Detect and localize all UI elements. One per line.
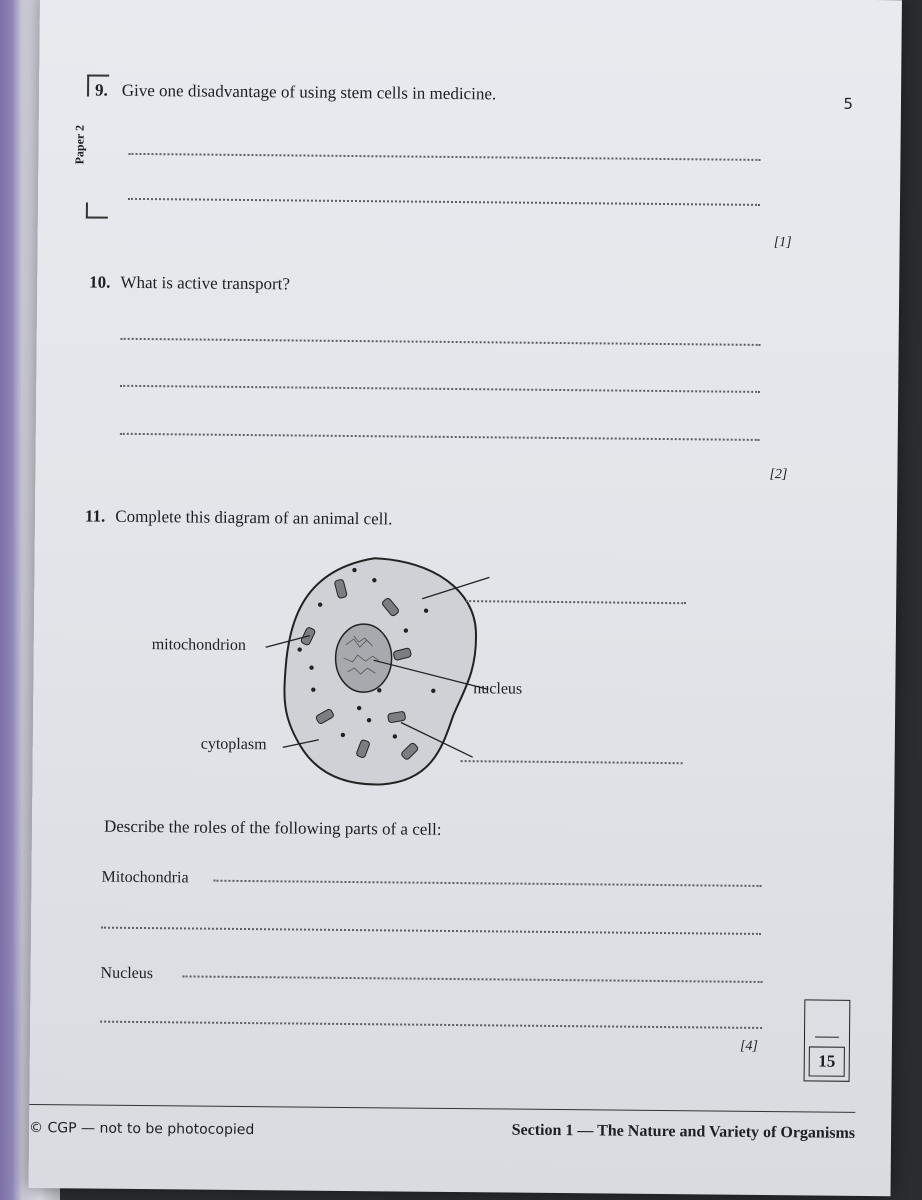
answer-line[interactable] xyxy=(120,385,760,393)
question-number: 9. xyxy=(94,80,108,100)
total-marks: 15 xyxy=(809,1046,845,1076)
answer-line[interactable] xyxy=(121,338,761,346)
answer-line[interactable] xyxy=(101,927,761,935)
part-label-mitochondria: Mitochondria xyxy=(101,868,189,887)
margin-bracket-bottom xyxy=(86,202,108,218)
answer-line[interactable] xyxy=(183,975,763,983)
question-10 xyxy=(89,272,290,294)
question-11 xyxy=(85,506,393,529)
footer-copyright: © CGP — not to be photocopied xyxy=(29,1119,255,1139)
answer-line[interactable] xyxy=(213,880,761,887)
footer-section-title: Section 1 — The Nature and Variety of Organisms xyxy=(511,1121,856,1142)
label-nucleus: nucleus xyxy=(473,680,523,698)
page-number: 5 xyxy=(843,94,854,113)
page-total-box xyxy=(804,999,851,1081)
question-9 xyxy=(95,81,496,105)
marks-label: [1] xyxy=(773,235,792,251)
answer-line[interactable] xyxy=(120,433,760,441)
question-number: 10. xyxy=(89,272,111,292)
answer-line[interactable] xyxy=(128,198,760,206)
worksheet-page xyxy=(29,0,902,1196)
part-label-nucleus: Nucleus xyxy=(100,964,154,983)
paper-side-label: Paper 2 xyxy=(72,124,87,165)
question-text: Complete this diagram of an animal cell. xyxy=(115,506,393,529)
footer-rule xyxy=(29,1104,855,1113)
animal-cell-diagram xyxy=(132,548,694,793)
answer-line[interactable] xyxy=(128,153,760,161)
describe-prompt: Describe the roles of the following parts of a cell: xyxy=(103,816,442,839)
total-divider xyxy=(815,1036,839,1037)
question-text: What is active transport? xyxy=(120,272,291,294)
label-cytoplasm: cytoplasm xyxy=(200,735,267,754)
answer-line[interactable] xyxy=(100,1021,762,1029)
marks-label: [2] xyxy=(769,467,788,483)
marks-label: [4] xyxy=(739,1038,758,1054)
label-mitochondrion: mitochondrion xyxy=(151,636,247,655)
question-text: Give one disadvantage of using stem cells in medicine. xyxy=(121,80,497,104)
question-number: 11. xyxy=(84,506,106,526)
